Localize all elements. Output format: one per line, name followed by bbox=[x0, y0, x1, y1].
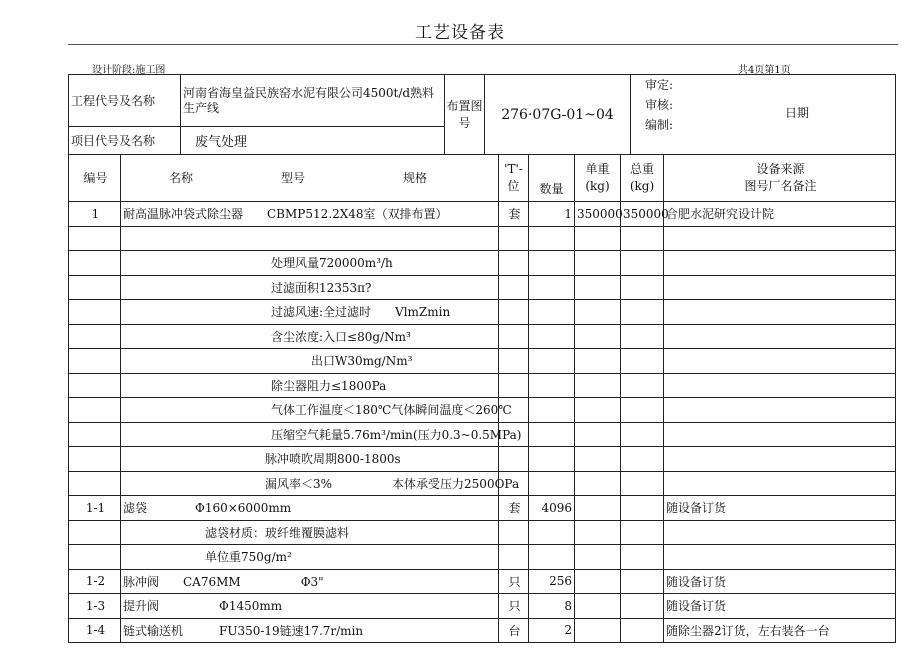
row-description: 出口W30mg∕Nm³ bbox=[121, 349, 499, 374]
item-name: 废气处理 bbox=[181, 127, 445, 155]
row-total-weight bbox=[621, 373, 664, 398]
row-total-weight bbox=[621, 251, 664, 276]
col-name: 名称 bbox=[169, 170, 194, 185]
row-number: 1-1 bbox=[69, 496, 121, 521]
design-stage: 设计阶段:施工图 bbox=[92, 65, 166, 76]
row-description bbox=[121, 226, 499, 251]
table-row bbox=[69, 373, 896, 398]
row-unit bbox=[499, 275, 529, 300]
row-total-weight bbox=[621, 447, 664, 472]
document-title: 工艺设备表 bbox=[415, 23, 505, 43]
row-description: 除尘器阻力≤1800Pa bbox=[121, 373, 499, 398]
row-description: 处理风量720000m³/h bbox=[121, 251, 499, 276]
table-row bbox=[69, 520, 896, 545]
approval-block bbox=[631, 75, 896, 155]
project-code-label: 工程代号及名称 bbox=[69, 75, 181, 127]
table-row bbox=[69, 349, 896, 374]
project-name: 河南省海皇益民族窑水泥有限公司4500t∕d熟料生产线 bbox=[181, 75, 445, 127]
row-total-weight bbox=[621, 545, 664, 570]
row-total-weight bbox=[621, 618, 664, 643]
header-table bbox=[68, 74, 896, 155]
row-unit-weight bbox=[575, 422, 621, 447]
row-number bbox=[69, 226, 121, 251]
row-source: 随设备订货 bbox=[664, 496, 896, 521]
row-number: 1 bbox=[69, 202, 121, 227]
row-source: 随设备订货 bbox=[664, 569, 896, 594]
row-total-weight bbox=[621, 300, 664, 325]
row-number bbox=[69, 251, 121, 276]
row-number bbox=[69, 545, 121, 570]
row-description: 含尘浓度:入口≤80g∕Nm³ bbox=[121, 324, 499, 349]
row-description: 压缩空气耗量5.76m³∕min(压力0.3~0.5MPa) bbox=[121, 422, 499, 447]
row-description: 滤袋 Φ160×6000mm bbox=[121, 496, 499, 521]
row-unit bbox=[499, 251, 529, 276]
row-unit bbox=[499, 324, 529, 349]
row-description: 链式输送机 FU350-19链速17.7r∕min bbox=[121, 618, 499, 643]
row-source: 随设备订货 bbox=[664, 594, 896, 619]
row-quantity bbox=[529, 447, 575, 472]
table-row bbox=[69, 618, 896, 643]
row-number bbox=[69, 300, 121, 325]
row-unit-weight bbox=[575, 447, 621, 472]
row-source bbox=[664, 447, 896, 472]
table-row bbox=[69, 300, 896, 325]
review-label: 审核: bbox=[645, 98, 674, 112]
prepared-label: 编制: bbox=[645, 118, 674, 132]
row-unit bbox=[499, 373, 529, 398]
row-number bbox=[69, 275, 121, 300]
row-unit bbox=[499, 300, 529, 325]
row-unit bbox=[499, 520, 529, 545]
table-row bbox=[69, 202, 896, 227]
row-unit-weight bbox=[575, 324, 621, 349]
row-quantity bbox=[529, 275, 575, 300]
row-unit bbox=[499, 349, 529, 374]
row-unit: 只 bbox=[499, 594, 529, 619]
row-unit-weight bbox=[575, 226, 621, 251]
row-description: 脉冲阀 CA76MM Φ3" bbox=[121, 569, 499, 594]
row-source bbox=[664, 349, 896, 374]
table-row bbox=[69, 447, 896, 472]
row-source bbox=[664, 520, 896, 545]
row-unit: 套 bbox=[499, 202, 529, 227]
table-row bbox=[69, 422, 896, 447]
row-total-weight bbox=[621, 422, 664, 447]
table-row bbox=[69, 471, 896, 496]
row-quantity bbox=[529, 398, 575, 423]
col-name-model-spec bbox=[121, 155, 499, 202]
row-description: 提升阀 Φ1450mm bbox=[121, 594, 499, 619]
row-unit-weight bbox=[575, 594, 621, 619]
row-quantity: 1 bbox=[529, 202, 575, 227]
row-unit bbox=[499, 447, 529, 472]
row-description: 过滤面积12353π? bbox=[121, 275, 499, 300]
row-number bbox=[69, 398, 121, 423]
row-unit-weight bbox=[575, 398, 621, 423]
row-quantity: 4096 bbox=[529, 496, 575, 521]
row-number bbox=[69, 373, 121, 398]
row-source: 合肥水泥研究设计院 bbox=[664, 202, 896, 227]
row-number bbox=[69, 471, 121, 496]
table-row bbox=[69, 594, 896, 619]
col-no: 编号 bbox=[69, 155, 121, 202]
col-unit-weight: 单重(kg) bbox=[575, 155, 621, 202]
col-unit: 'T'-位 bbox=[499, 155, 529, 202]
row-quantity bbox=[529, 520, 575, 545]
col-total-weight: 总重(kg) bbox=[621, 155, 664, 202]
row-source bbox=[664, 398, 896, 423]
row-quantity bbox=[529, 422, 575, 447]
table-row bbox=[69, 398, 896, 423]
row-source bbox=[664, 324, 896, 349]
row-source bbox=[664, 545, 896, 570]
row-total-weight bbox=[621, 471, 664, 496]
row-unit-weight: 350000 bbox=[575, 202, 621, 227]
equipment-table bbox=[68, 154, 896, 643]
row-source bbox=[664, 373, 896, 398]
row-quantity bbox=[529, 324, 575, 349]
row-unit-weight bbox=[575, 349, 621, 374]
row-number: 1-3 bbox=[69, 594, 121, 619]
row-total-weight bbox=[621, 275, 664, 300]
col-source-line1: 设备来源 bbox=[756, 162, 805, 176]
table-row bbox=[69, 324, 896, 349]
col-qty: 数量 bbox=[529, 155, 575, 202]
row-unit-weight bbox=[575, 569, 621, 594]
row-quantity: 256 bbox=[529, 569, 575, 594]
row-source bbox=[664, 226, 896, 251]
col-source bbox=[664, 155, 896, 202]
table-row bbox=[69, 251, 896, 276]
col-source-line2: 图号厂名备注 bbox=[744, 179, 817, 193]
row-quantity bbox=[529, 545, 575, 570]
row-number: 1-2 bbox=[69, 569, 121, 594]
row-unit bbox=[499, 545, 529, 570]
title-underline bbox=[68, 44, 898, 45]
row-total-weight: 350000 bbox=[621, 202, 664, 227]
approve-label: 审定: bbox=[645, 78, 674, 92]
row-number: 1-4 bbox=[69, 618, 121, 643]
row-unit: 只 bbox=[499, 569, 529, 594]
row-source bbox=[664, 275, 896, 300]
drawing-number: 276·07G-01~04 bbox=[485, 75, 631, 155]
row-unit-weight bbox=[575, 373, 621, 398]
col-model: 型号 bbox=[281, 170, 306, 185]
table-row bbox=[69, 226, 896, 251]
row-unit-weight bbox=[575, 300, 621, 325]
row-quantity bbox=[529, 226, 575, 251]
row-description: 滤袋材质：玻纤维覆膜滤料 bbox=[121, 520, 499, 545]
row-number bbox=[69, 349, 121, 374]
row-unit-weight bbox=[575, 618, 621, 643]
row-number bbox=[69, 324, 121, 349]
table-row bbox=[69, 275, 896, 300]
column-header-row bbox=[69, 155, 896, 202]
row-unit-weight bbox=[575, 471, 621, 496]
row-number bbox=[69, 520, 121, 545]
row-source bbox=[664, 471, 896, 496]
table-row bbox=[69, 569, 896, 594]
row-description: 脉冲喷吹周期800-1800s bbox=[121, 447, 499, 472]
table-row bbox=[69, 545, 896, 570]
row-quantity bbox=[529, 471, 575, 496]
row-unit bbox=[499, 226, 529, 251]
row-quantity bbox=[529, 373, 575, 398]
row-quantity: 8 bbox=[529, 594, 575, 619]
row-description: 单位重750g∕m² bbox=[121, 545, 499, 570]
row-unit-weight bbox=[575, 251, 621, 276]
row-total-weight bbox=[621, 398, 664, 423]
row-description: 耐高温脉冲袋式除尘器 CBMP512.2X48室（双排布置） bbox=[121, 202, 499, 227]
item-code-label: 项目代号及名称 bbox=[69, 127, 181, 155]
row-quantity: 2 bbox=[529, 618, 575, 643]
date-label: 日期 bbox=[785, 106, 810, 120]
row-unit: 套 bbox=[499, 496, 529, 521]
row-quantity bbox=[529, 300, 575, 325]
layout-label: 布置图号 bbox=[445, 75, 485, 155]
page-info: 共4页第1页 bbox=[738, 65, 791, 76]
row-total-weight bbox=[621, 324, 664, 349]
row-number bbox=[69, 447, 121, 472]
row-unit-weight bbox=[575, 275, 621, 300]
row-source: 随除尘器2订货，左右装各一台 bbox=[664, 618, 896, 643]
row-total-weight bbox=[621, 349, 664, 374]
row-unit-weight bbox=[575, 496, 621, 521]
row-quantity bbox=[529, 251, 575, 276]
row-description: 气体工作温度＜180℃气体瞬间温度＜260℃ bbox=[121, 398, 499, 423]
row-unit-weight bbox=[575, 545, 621, 570]
row-unit: 台 bbox=[499, 618, 529, 643]
table-row bbox=[69, 496, 896, 521]
row-description: 漏风率＜3% 本体承受压力2500OPa bbox=[121, 471, 499, 496]
row-description: 过滤风速:全过滤时 VlmZmin bbox=[121, 300, 499, 325]
row-total-weight bbox=[621, 496, 664, 521]
row-quantity bbox=[529, 349, 575, 374]
row-source bbox=[664, 422, 896, 447]
row-total-weight bbox=[621, 520, 664, 545]
col-spec: 规格 bbox=[403, 170, 428, 185]
row-total-weight bbox=[621, 594, 664, 619]
row-source bbox=[664, 300, 896, 325]
row-unit-weight bbox=[575, 520, 621, 545]
row-total-weight bbox=[621, 226, 664, 251]
row-source bbox=[664, 251, 896, 276]
row-total-weight bbox=[621, 569, 664, 594]
row-number bbox=[69, 422, 121, 447]
